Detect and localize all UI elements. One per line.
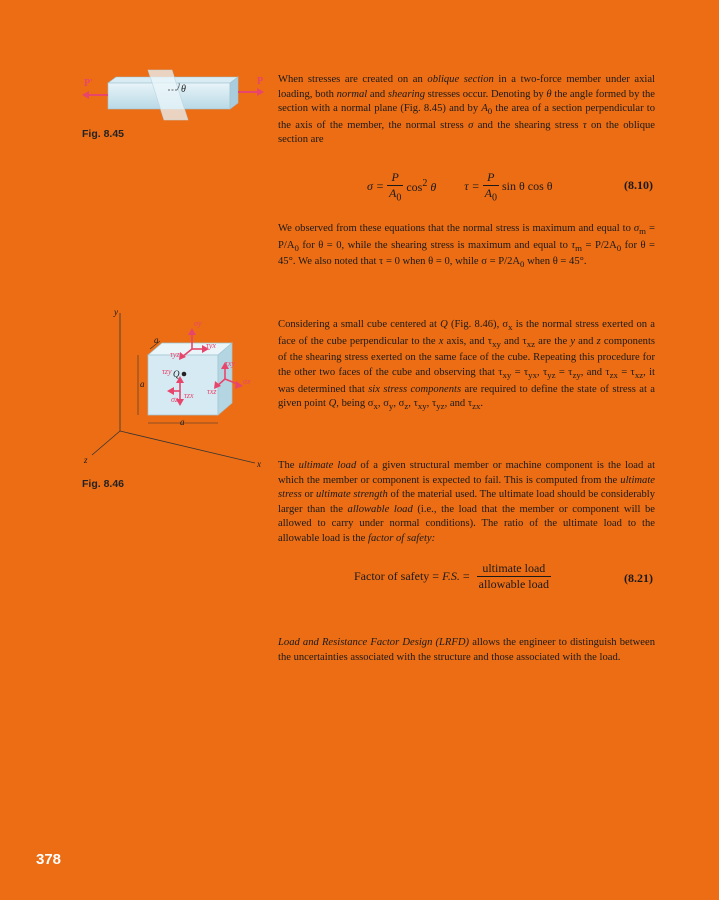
paragraph-stress-components: Considering a small cube centered at Q (Fig. 8.46), $\sigma_x$ is the normal stress exerted on a face of the cube perpendicular to the x axis, and $\tau_{xy}$ and $\tau_{xz}$ are the y and z components of the shearing stress exerted on the same face of the cube. Repeating this procedure for the other two faces of the cube and observing that $\tau_{xy} = \tau_{yx}$, $\tau_{yz} = \tau_{zy}$, and $\tau_{zx} = \tau_{xz}$, it was determined that six stress components are required to define the state of stress at a given point Q, being $\sigma_x$, $\sigma_y$, $\sigma_z$, $\tau_{xy}$, $\tau_{yz}$, and $\tau_{zx}$. [278, 319, 656, 412]
point-label-q: Q [173, 369, 180, 379]
paragraph-lrfd: Load and Resistance Factor Design (LRFD) allows the engineer to distinguish between the uncertainties associated with the structure and those associated with the load. [278, 637, 655, 663]
paragraph-max-stresses: We observed from these equations that the normal stress is maximum and equal to $\sigma_m = P/A_0$ for θ = 0, while the shearing stress is maximum and equal to $\tau_m = P/2A_0$ for θ = 45°. We also noted that τ = 0 when θ = 0, while $\sigma = P/2A_0$ when θ = 45°. [278, 223, 656, 270]
equation-8-10: σ = $\frac{P}{A_0}$ $\cos^2 \theta$ τ = $\frac{P}{A_0}$ sin θ cos θ (8.10) [367, 170, 653, 204]
dimension-a-bottom: a [180, 417, 185, 427]
stress-label-tau-zx: τzx [184, 391, 194, 400]
stress-label-tau-xz: τxz [207, 387, 217, 396]
dimension-a-top: a [154, 335, 159, 345]
axis-label-x: x [257, 459, 261, 469]
dimension-a-left: a [140, 379, 145, 389]
figure-label-8-45: Fig. 8.45 [82, 128, 125, 140]
equation-8-21: Factor of safety = F.S. = $\frac{\text{ultimate load}}{\text{allowable load}}$ (8.21) [354, 561, 653, 591]
axis-label-y: y [114, 307, 118, 317]
stress-label-sigma-x: σx [243, 377, 251, 386]
figure-8-46 [80, 305, 270, 475]
stress-label-sigma-y: σy [194, 319, 202, 328]
eq-tau: τ = [464, 179, 480, 194]
stress-label-tau-xy: τxy [225, 359, 235, 368]
paragraph-ultimate-load: The ultimate load of a given structural member or machine component is the load at which the member or component is expected to fail. This is computed from the ultimate stress or ultimate strength of the material used. The ultimate load should be considerably larger than the allowable load (i.e., the load that the member or component will be allowed to carry under normal conditions). The ratio of the ultimate load to the allowable load is the factor of safety: [278, 460, 656, 544]
page-number: 378 [36, 851, 62, 868]
stress-label-tau-yz: τyz [170, 350, 180, 359]
stress-cube-illustration [80, 305, 270, 475]
paragraph-oblique-section: When stresses are created on an oblique section in a two-force member under axial loading, both normal and shearing stresses occur. Denoting by θ the angle formed by the section with a normal plane (Fig. 8.45) and by $A_0$ the area of a section perpendicular to the axis of the member, the normal stress σ and the shearing stress τ on the oblique section are [278, 74, 656, 146]
fraction-numerator: ultimate load [477, 561, 551, 577]
axis-label-z: z [84, 455, 88, 465]
figure-8-45 [80, 68, 270, 128]
load-label-p-prime: P' [84, 78, 93, 89]
stress-label-tau-zy: τzy [162, 367, 172, 376]
angle-label-theta: θ [181, 84, 186, 95]
load-label-p: P [257, 76, 264, 87]
figure-label-8-46: Fig. 8.46 [82, 478, 125, 490]
fraction-denominator: allowable load [478, 577, 549, 591]
equation-number-8-10: (8.10) [624, 178, 653, 192]
stress-label-sigma-z: σz [171, 395, 179, 404]
eq-sigma: σ = [367, 179, 385, 194]
oblique-section-bar-illustration [80, 68, 270, 128]
equation-number-8-21: (8.21) [624, 571, 653, 585]
stress-label-tau-yx: τyx [206, 341, 216, 350]
